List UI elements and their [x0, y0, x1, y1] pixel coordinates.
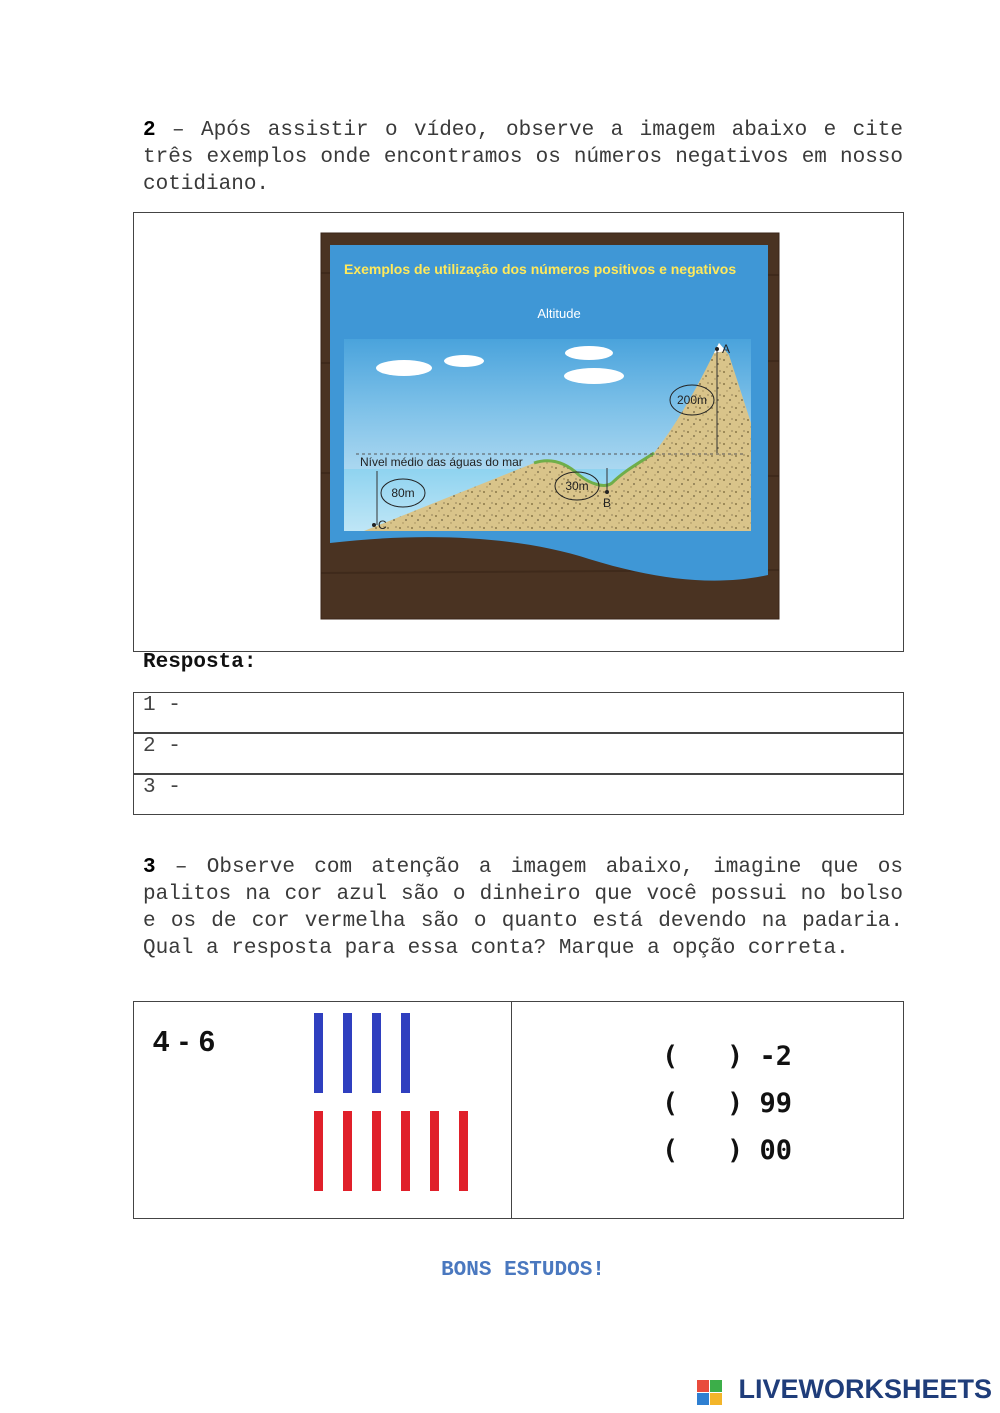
- answer-row-3[interactable]: [133, 774, 904, 815]
- altitude-illustration: [134, 213, 903, 651]
- red-stick: [314, 1111, 323, 1191]
- label-200m: 200m: [676, 393, 708, 407]
- question-2-body: – Após assistir o vídeo, observe a imagem abaixo e cite três exemplos onde encontramos os números negativos em nosso cotidiano.: [143, 119, 903, 196]
- cloud-icon: [564, 368, 624, 384]
- point-a: A: [722, 342, 731, 356]
- blue-stick: [343, 1013, 352, 1093]
- blue-stick: [401, 1013, 410, 1093]
- answer-row-1[interactable]: [133, 692, 904, 733]
- question-3-body: – Observe com atenção a imagem abaixo, imagine que os palitos na cor azul são o dinheiro que você possui no bolso e os de cor vermelha são o quanto está devendo na padaria. Qual a resposta para essa conta? Marque a opção correta.: [143, 856, 903, 960]
- answer-row-label: 1 -: [143, 694, 181, 717]
- option-00[interactable]: ( ) 00: [662, 1135, 793, 1166]
- sea-level-label: Nível médio das águas do mar: [360, 455, 523, 469]
- question-3-text: [143, 854, 903, 962]
- subtraction-expression: 4 - 6: [153, 1026, 217, 1058]
- brand-name: LIVEWORKSHEETS: [738, 1374, 992, 1404]
- red-stick: [430, 1111, 439, 1191]
- option-99[interactable]: ( ) 99: [662, 1088, 793, 1119]
- red-stick: [401, 1111, 410, 1191]
- sticks-illustration: [300, 1005, 500, 1205]
- red-stick: [372, 1111, 381, 1191]
- label-30m: 30m: [565, 479, 589, 493]
- answer-row-2[interactable]: [133, 733, 904, 774]
- label-80m: 80m: [391, 486, 415, 500]
- cloud-icon: [565, 346, 613, 360]
- blue-stick: [372, 1013, 381, 1093]
- red-stick: [343, 1111, 352, 1191]
- cloud-icon: [444, 355, 484, 367]
- figure-subtitle: Altitude: [537, 306, 581, 321]
- option-minus-2[interactable]: ( ) -2: [662, 1041, 793, 1072]
- liveworksheets-logo-icon: [697, 1380, 723, 1406]
- footer-message: BONS ESTUDOS!: [441, 1259, 605, 1282]
- figure-title: Exemplos de utilização dos números positivos e negativos: [344, 261, 737, 277]
- figure-box: [133, 212, 904, 652]
- question-3-number: 3: [143, 856, 156, 879]
- answer-row-label: 2 -: [143, 735, 181, 758]
- question-2-number: 2: [143, 119, 156, 142]
- question-2-text: [143, 117, 903, 198]
- point-b: B: [603, 496, 612, 510]
- answer-row-label: 3 -: [143, 776, 181, 799]
- blue-stick: [314, 1013, 323, 1093]
- sticks-box-divider: [511, 1001, 512, 1219]
- cloud-icon: [376, 360, 432, 376]
- point-c: C: [378, 518, 387, 532]
- red-stick: [459, 1111, 468, 1191]
- answer-label: Resposta:: [143, 651, 257, 674]
